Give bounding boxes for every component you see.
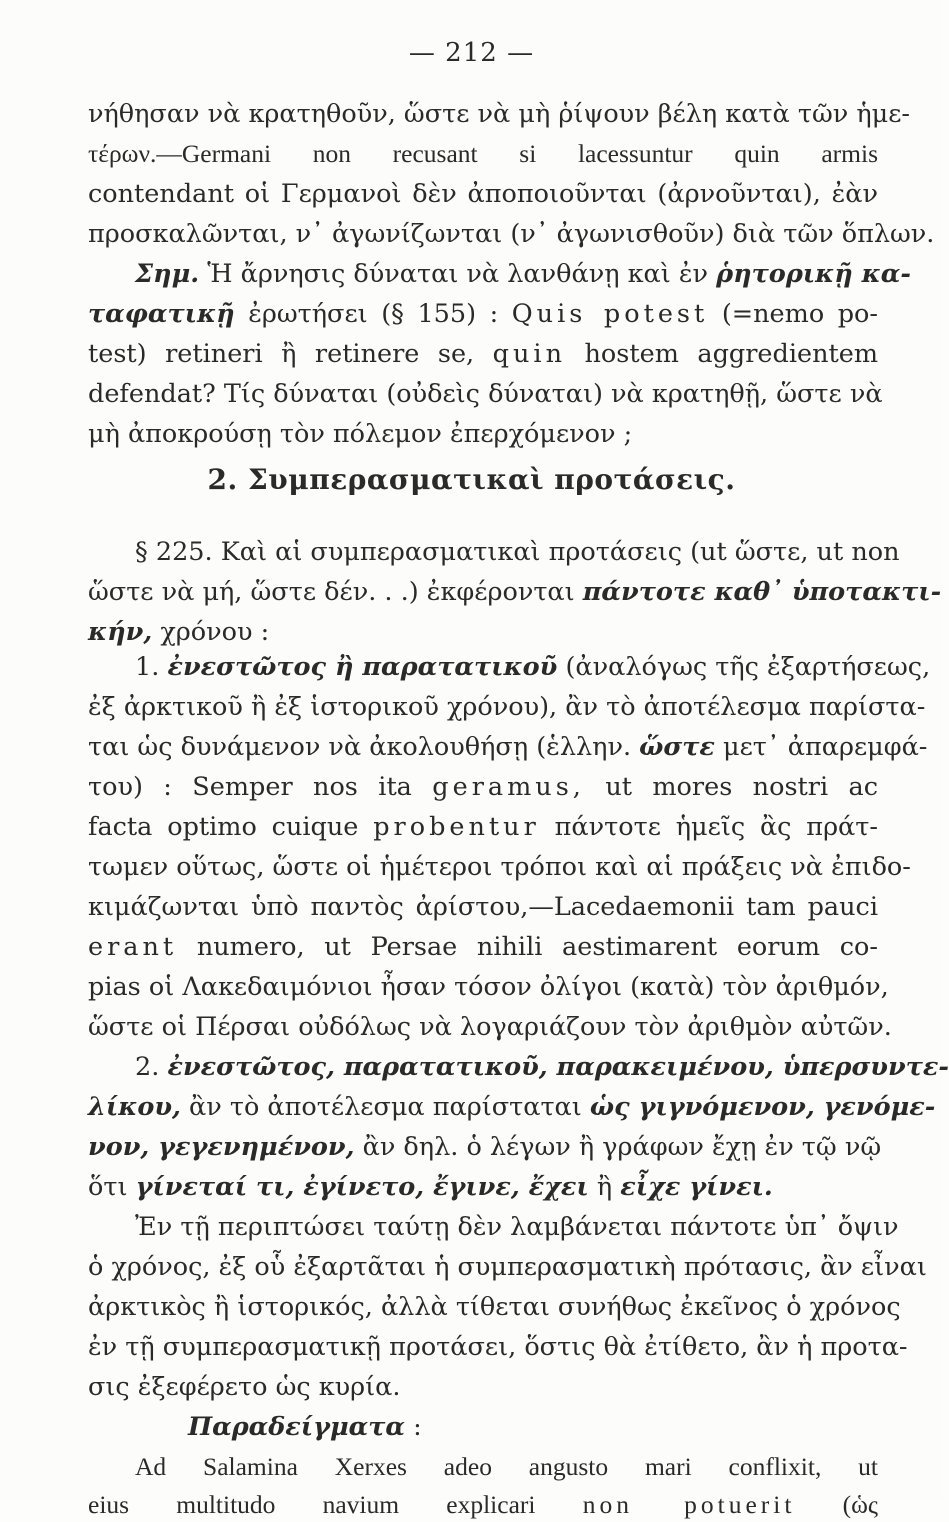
para-line: Ἐν τῇ περιπτώσει ταύτῃ δὲν λαμβάνεται πάντοτε ὑπ᾽ ὄψιν: [135, 1212, 899, 1242]
item-emphasis: λίκου,: [88, 1092, 181, 1122]
item1-line: τωμεν οὕτως, ὥστε οἱ ἡμέτεροι τρόποι καὶ αἱ πράξεις νὰ ἐπιδο-: [88, 852, 911, 882]
note-line: [88, 337, 878, 371]
section-emphasis: πάντοτε καθ᾽ ὑποτακτι-: [582, 577, 942, 607]
note-text: ἐρωτήσει (§ 155) :: [248, 299, 499, 329]
section-line: [88, 575, 942, 609]
note-text: test) retineri ἢ retinere se,: [88, 339, 475, 369]
example-line: Ad Salamina Xerxes adeo angusto mari conflixit, ut: [135, 1452, 878, 1481]
item2-line: [88, 1090, 936, 1124]
note-text: (=nemo po-: [721, 299, 879, 329]
item-text: μετ᾽ ἀπαρεμφά-: [723, 732, 928, 762]
item-text: ται ὡς δυνάμενον νὰ ἀκολουθήσῃ (ἑλλην.: [88, 732, 632, 762]
note-emphasis: ταφατικῇ: [88, 299, 235, 329]
item-emphasis: ὡς γιγνόμενον, γενόμε-: [589, 1092, 936, 1122]
example-line: [88, 1488, 878, 1522]
item-number: 2.: [135, 1052, 160, 1082]
section-emphasis: κήν,: [88, 617, 153, 647]
note-text: Ἡ ἄρνησις δύναται νὰ λανθάνῃ καὶ ἐν: [207, 259, 709, 289]
item-emphasis: ἐνεστῶτος ἢ παρατατικοῦ: [167, 652, 558, 682]
item-text: (ἀναλόγως τῆς ἐξαρτήσεως,: [565, 652, 931, 682]
text-line: contendant οἱ Γερμανοὶ δὲν ἀποποιοῦνται (ἀρνοῦνται), ἐὰν: [88, 179, 878, 209]
item1-line: [88, 810, 878, 844]
item1-line: ὥστε οἱ Πέρσαι οὐδόλως νὰ λογαριάζουν τὸν ἀριθμὸν αὐτῶν.: [88, 1012, 892, 1042]
text-line: τέρων.—Germani non recusant si lacessuntur quin armis: [88, 139, 878, 168]
note-line: μὴ ἀποκρούσῃ τὸν πόλεμον ἐπερχόμενον ;: [88, 419, 633, 449]
item1-line: ἐξ ἀρκτικοῦ ἢ ἐξ ἱστορικοῦ χρόνου), ἂν τὸ ἀποτέλεσμα παρίστα-: [88, 692, 926, 722]
examples-heading: [188, 1410, 688, 1444]
item-emphasis: νον, γεγενημένον,: [88, 1132, 355, 1162]
item2-line: [88, 1130, 882, 1164]
item-text: numero, ut Persae nihili aestimarent eorum co-: [196, 932, 878, 962]
item-text: ut mores nostri ac: [605, 772, 879, 802]
page-number: — 212 —: [408, 38, 535, 68]
item-text: ἂν τὸ ἀποτέλεσμα παρίσταται: [189, 1092, 582, 1122]
section-heading: 2. Συμπερασματικαὶ προτάσεις.: [207, 463, 736, 496]
item1-line: κιμάζωνται ὑπὸ παντὸς ἀρίστου,—Lacedaemonii tam pauci: [88, 892, 878, 922]
note-emphasis: ῥητορικῇ κα-: [716, 259, 911, 289]
item1-line: [135, 650, 931, 684]
item-emphasis: ἐνεστῶτος, παρατατικοῦ, παρακειμένου, ὑπερσυντε-: [167, 1052, 949, 1082]
para-line: ὁ χρόνος, ἐξ οὗ ἐξαρτᾶται ἡ συμπερασματικὴ πρότασις, ἂν εἶναι: [88, 1252, 927, 1282]
item1-line: [88, 730, 928, 764]
examples-colon: :: [413, 1412, 422, 1442]
text-line: νήθησαν νὰ κρατηθοῦν, ὥστε νὰ μὴ ῥίψουν βέλη κατὰ τῶν ἡμε-: [88, 99, 911, 129]
item2-line: [135, 1050, 949, 1084]
item2-line: [88, 1170, 878, 1204]
section-text: ὥστε νὰ μή, ὥστε δέν. . .) ἐκφέρονται: [88, 577, 575, 607]
note-line: [88, 297, 878, 331]
item-text: πάντοτε ἡμεῖς ἂς πράτ-: [554, 812, 878, 842]
note-spaced: Quis potest: [511, 299, 709, 329]
item-emphasis: εἶχε γίνει.: [620, 1172, 773, 1202]
para-line: ἀρκτικὸς ἢ ἱστορικός, ἀλλὰ τίθεται συνήθως ἐκεῖνος ὁ χρόνος: [88, 1292, 901, 1322]
section-line: § 225. Καὶ αἱ συμπερασματικαὶ προτάσεις (ut ὥστε, ut non: [135, 537, 900, 567]
para-line: σις ἐξεφέρετο ὡς κυρία.: [88, 1372, 401, 1402]
text-line: προσκαλῶνται, ν᾽ ἀγωνίζωνται (ν᾽ ἀγωνισθοῦν) διὰ τῶν ὅπλων.: [88, 219, 935, 249]
item-text: facta optimo cuique: [88, 812, 359, 842]
section-text: χρόνου :: [160, 617, 270, 647]
note-label: Σημ.: [135, 259, 200, 289]
item1-line: [88, 770, 878, 804]
item-spaced: erant: [88, 932, 178, 962]
section-line: [88, 615, 878, 649]
note-line: defendat? Τίς δύναται (οὐδεὶς δύναται) νὰ κρατηθῇ, ὥστε νὰ: [88, 379, 883, 409]
item-spaced: probentur: [373, 812, 540, 842]
item1-line: [88, 930, 878, 964]
item-text: ἂν δηλ. ὁ λέγων ἢ γράφων ἔχῃ ἐν τῷ νῷ: [362, 1132, 882, 1162]
note-line: [135, 257, 911, 291]
para-line: ἐν τῇ συμπερασματικῇ προτάσει, ὅστις θὰ ἐτίθετο, ἂν ἡ προτα-: [88, 1332, 908, 1362]
example-spaced: non potuerit: [582, 1490, 796, 1519]
note-text: hostem aggredientem: [584, 339, 879, 369]
example-text: eius multitudo navium explicari: [88, 1490, 536, 1519]
item-emphasis: γίνεταί τι, ἐγίνετο, ἔγινε, ἔχει: [135, 1172, 589, 1202]
item-emphasis: ὥστε: [639, 732, 715, 762]
item1-line: pias οἱ Λακεδαιμόνιοι ἦσαν τόσον ὀλίγοι (κατὰ) τὸν ἀριθμόν,: [88, 972, 889, 1002]
item-text: ὅτι: [88, 1172, 128, 1202]
item-text: ἢ: [596, 1172, 613, 1202]
item-number: 1.: [135, 652, 160, 682]
examples-label: Παραδείγματα: [188, 1412, 406, 1442]
example-text: (ὡς: [842, 1490, 878, 1519]
item-text: του) : Semper nos ita: [88, 772, 412, 802]
note-spaced: quin: [492, 339, 566, 369]
item-spaced: geramus,: [432, 772, 585, 802]
